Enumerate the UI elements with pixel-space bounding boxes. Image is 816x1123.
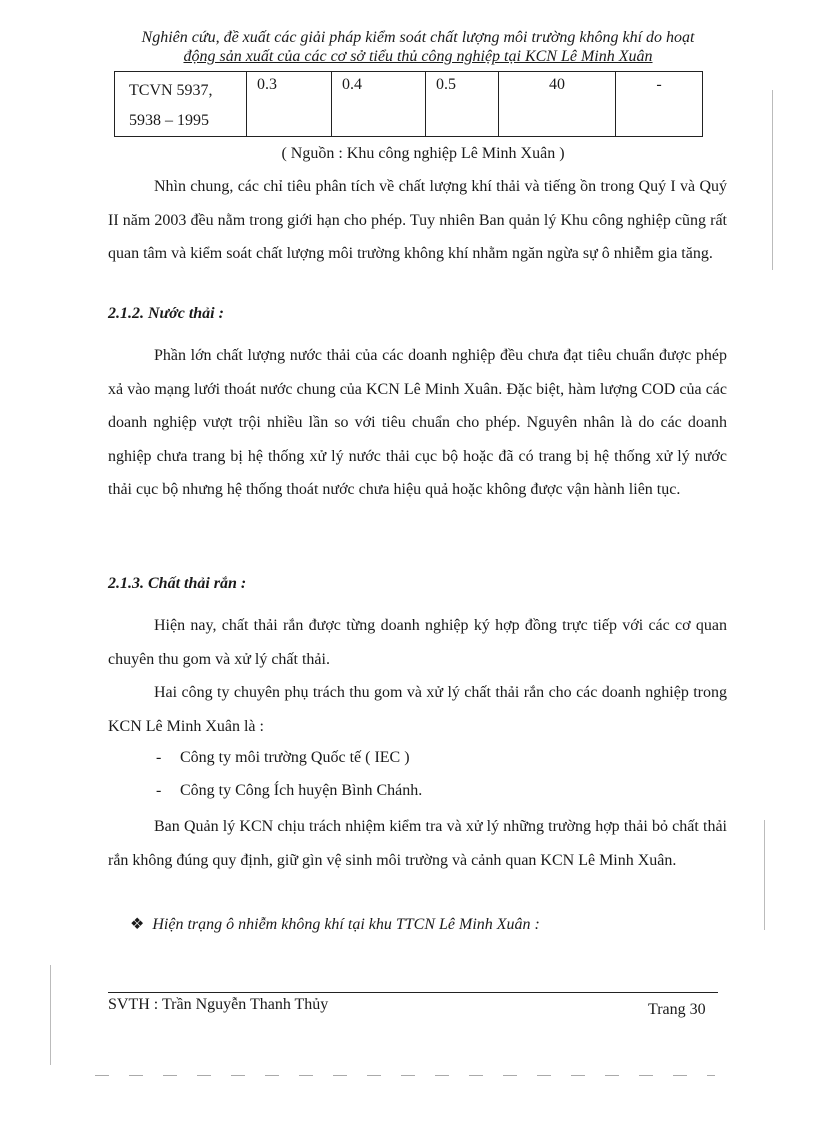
scan-artifact <box>764 820 765 930</box>
list-item-text: Công ty Công Ích huyện Bình Chánh. <box>180 782 423 799</box>
page-number: Trang 30 <box>648 1001 706 1018</box>
dash-marker: - <box>156 782 162 799</box>
table-source-note: ( Nguồn : Khu công nghiệp Lê Minh Xuân ) <box>281 145 565 162</box>
table-row <box>115 72 703 137</box>
subheading-air-pollution <box>130 914 540 934</box>
running-header <box>108 28 728 66</box>
table-cell: 0.5 <box>426 72 499 137</box>
scan-artifact <box>95 1075 715 1076</box>
footer-rule <box>108 992 718 993</box>
footer-author: SVTH : Trần Nguyễn Thanh Thủy <box>108 996 329 1013</box>
scan-artifact <box>772 90 773 270</box>
summary-paragraph: Nhìn chung, các chỉ tiêu phân tích về chất lượng khí thải và tiếng ồn trong Quý I và Quý II năm 2003 đều nằm trong giới hạn cho phép. Tuy nhiên Ban quản lý Khu công nghiệp cũng rất quan tâm và kiểm soát chất lượng môi trường không khí nhằm ngăn ngừa sự ô nhiễm gia tăng. <box>108 178 727 262</box>
list-item-text: Công ty môi trường Quốc tế ( IEC ) <box>180 749 410 766</box>
solid-waste-paragraph-1: Hiện nay, chất thải rắn được từng doanh nghiệp ký hợp đồng trực tiếp với các cơ quan chuyên thu gom và xử lý chất thải. <box>108 617 727 668</box>
section-heading-wastewater: 2.1.2. Nước thải : <box>108 305 224 322</box>
solid-waste-paragraph-2: Hai công ty chuyên phụ trách thu gom và xử lý chất thải rắn cho các doanh nghiệp trong KCN Lê Minh Xuân là : <box>108 684 727 735</box>
standard-table <box>114 71 703 137</box>
header-line-2: động sản xuất của các cơ sở tiểu thủ công nghiệp tại KCN Lê Minh Xuân <box>183 48 653 65</box>
dash-marker: - <box>156 749 162 766</box>
table-cell: 40 <box>499 72 616 137</box>
list-item <box>156 749 410 767</box>
section-heading-solid-waste: 2.1.3. Chất thải rắn : <box>108 575 247 592</box>
table-cell: 0.3 <box>247 72 332 137</box>
wastewater-paragraph: Phần lớn chất lượng nước thải của các doanh nghiệp đều chưa đạt tiêu chuẩn được phép xả vào mạng lưới thoát nước chung của KCN Lê Minh Xuân. Đặc biệt, hàm lượng COD của các doanh nghiệp vượt trội nhiều lần so với tiêu chuẩn cho phép. Nguyên nhân là do các doanh nghiệp chưa trang bị hệ thống xử lý nước thải cục bộ hoặc đã có trang bị hệ thống xử lý nước thải cục bộ nhưng hệ thống thoát nước chưa hiệu quả hoặc không được vận hành liên tục. <box>108 347 727 498</box>
standard-name-line-1: TCVN 5937, <box>129 82 213 99</box>
standard-name-line-2: 5938 – 1995 <box>129 112 209 129</box>
diamond-bullet-icon: ❖ <box>130 916 145 933</box>
solid-waste-paragraph-3: Ban Quản lý KCN chịu trách nhiệm kiểm tra và xử lý những trường hợp thải bỏ chất thải rắn không đúng quy định, giữ gìn vệ sinh môi trường và cảnh quan KCN Lê Minh Xuân. <box>108 818 727 869</box>
header-line-1: Nghiên cứu, đề xuất các giải pháp kiểm soát chất lượng môi trường không khí do hoạt <box>141 29 695 46</box>
table-cell: 0.4 <box>332 72 426 137</box>
subheading-text: Hiện trạng ô nhiễm không khí tại khu TTCN Lê Minh Xuân : <box>152 916 540 933</box>
standard-name-cell <box>115 72 247 137</box>
list-item <box>156 782 422 800</box>
scan-artifact <box>50 965 51 1065</box>
table-cell: - <box>616 72 703 137</box>
